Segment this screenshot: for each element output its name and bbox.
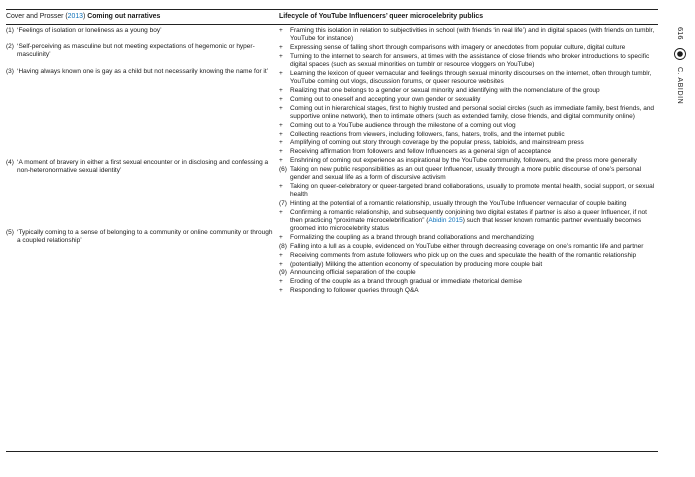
lifecycle-item: (9) Announcing official separation of the couple <box>279 269 416 277</box>
lifecycle-item: + Taking on queer-celebratory or queer-targeted brand collaborations, usually to promote mental health, social support, or sexual health <box>279 182 655 199</box>
lifecycle-item: + Learning the lexicon of queer vernacular and feelings through sexual minority discourses on the internet, often through tumblr, YouTube coming out vlogs, discussion forums, or queer resource websites <box>279 69 652 86</box>
lifecycle-item: + Coming out to a YouTube audience through the milestone of a coming out vlog <box>279 121 516 129</box>
author-running-head: C. ABIDIN <box>676 67 684 105</box>
column-title-coming-out-narratives: Coming out narratives <box>87 13 161 20</box>
page-number: 616 <box>676 27 686 40</box>
column-title-lifecycle: Lifecycle of YouTube Influencers’ queer microcelebrity publics <box>279 13 484 20</box>
running-head <box>671 25 689 137</box>
lifecycle-item: + Coming out to oneself and accepting your own gender or sexuality <box>279 95 481 103</box>
lifecycle-item: + Realizing that one belongs to a gender or sexual minority and identifying with the nomenclature of the group <box>279 87 600 95</box>
narrative-row: (4) ‘A moment of bravery in either a first sexual encounter or in disclosing and confessing a non-heteronormative sexual identity’ <box>6 159 269 175</box>
lifecycle-item: + Collecting reactions from viewers, including followers, fans, haters, trolls, and the internet public <box>279 130 565 138</box>
narrative-row: (3) ‘Having always known one is gay as a child but not necessarily knowing the name for it’ <box>6 68 269 75</box>
lifecycle-item: + Framing this isolation in relation to subjectivities in school (with friends ‘in real life’) and in digital spaces (with friends on tumblr, YouTube for instance) <box>279 27 655 43</box>
citation-link-abidin-2015[interactable]: Abidin 2015 <box>428 217 463 225</box>
lifecycle-item: + Responding to follower queries through Q&A <box>279 286 419 294</box>
lifecycle-list <box>279 27 655 296</box>
table-bottom-rule <box>6 451 658 452</box>
lifecycle-item: + Confirming a romantic relationship, and subsequently conjoining two digital estates if partner is also a queer Influencer, if not then practicing “proximate microcelebrification” (Abidin 2015) such that lesser known romantic partner eventually becomes groomed into microcelebrity status <box>279 208 647 233</box>
lifecycle-item: + Enshrining of coming out experience as inspirational by the YouTube community, followers, and the press more generally <box>279 156 637 164</box>
narrative-row: (2) ‘Self-perceiving as masculine but not meeting expectations of hegemonic or hyper-masculinity’ <box>6 43 255 59</box>
lifecycle-item: (6) Taking on new public responsibilities as an out queer Influencer, usually through a more public discourse of one’s personal gender and sexual life as a form of discursive activism <box>279 165 642 182</box>
lifecycle-item: + Turning to the internet to search for answers, at times with the assistance of close friends who broker introductions to specific digital spaces (such as sexual minorities on tumblr or resource vloggers on YouTube) <box>279 52 650 69</box>
lifecycle-item: + Amplifying of coming out story through coverage by the popular press, tabloids, and mainstream press <box>279 139 584 147</box>
lifecycle-item: + Formalizing the coupling as a brand through brand collaborations and merchandizing <box>279 234 534 242</box>
journal-logo-icon <box>675 49 686 60</box>
citation-link-cover-prosser[interactable]: 2013 <box>67 13 83 20</box>
narrative-row: (5) ‘Typically coming to a sense of belonging to a community or online community or through a coupled relationship’ <box>6 229 273 245</box>
table-header-rule <box>6 24 658 25</box>
lifecycle-item: (7) Hinting at the potential of a romantic relationship, usually through the YouTube Influencer vernacular of couple baiting <box>279 199 627 207</box>
lifecycle-item: + Eroding of the couple as a brand through gradual or immediate rhetorical demise <box>279 278 522 286</box>
lifecycle-item: + Receiving affirmation from followers and fellow Influencers as a general sign of acceptance <box>279 148 552 156</box>
table-top-rule <box>6 9 658 10</box>
lifecycle-item: (8) Falling into a lull as a couple, evidenced on YouTube either through decreasing coverage on one’s romantic life and partner <box>279 242 644 250</box>
column-header-left: Cover and Prosser (2013) Coming out narratives <box>6 13 161 20</box>
lifecycle-item: + Receiving comments from astute followers who pick up on the cues and speculate the health of the romantic relationship <box>279 251 637 259</box>
running-head-graphic <box>671 25 689 137</box>
lifecycle-item: + Coming out in hierarchical stages, first to highly trusted and personal social circles (such as immediate family, best friends, and supportive online network), then to intimate others (such as extended family, close friends, and digital community online) <box>279 104 655 120</box>
narrative-row: (1) ‘Feelings of isolation or loneliness as a young boy’ <box>6 27 162 34</box>
lifecycle-item: + Expressing sense of falling short through comparisons with imagery or anecdotes from popular culture, digital culture <box>279 44 626 52</box>
column-header-right <box>279 11 483 22</box>
lifecycle-item: + (potentially) Milking the attention economy of speculation by producing more couple bait <box>279 260 543 268</box>
